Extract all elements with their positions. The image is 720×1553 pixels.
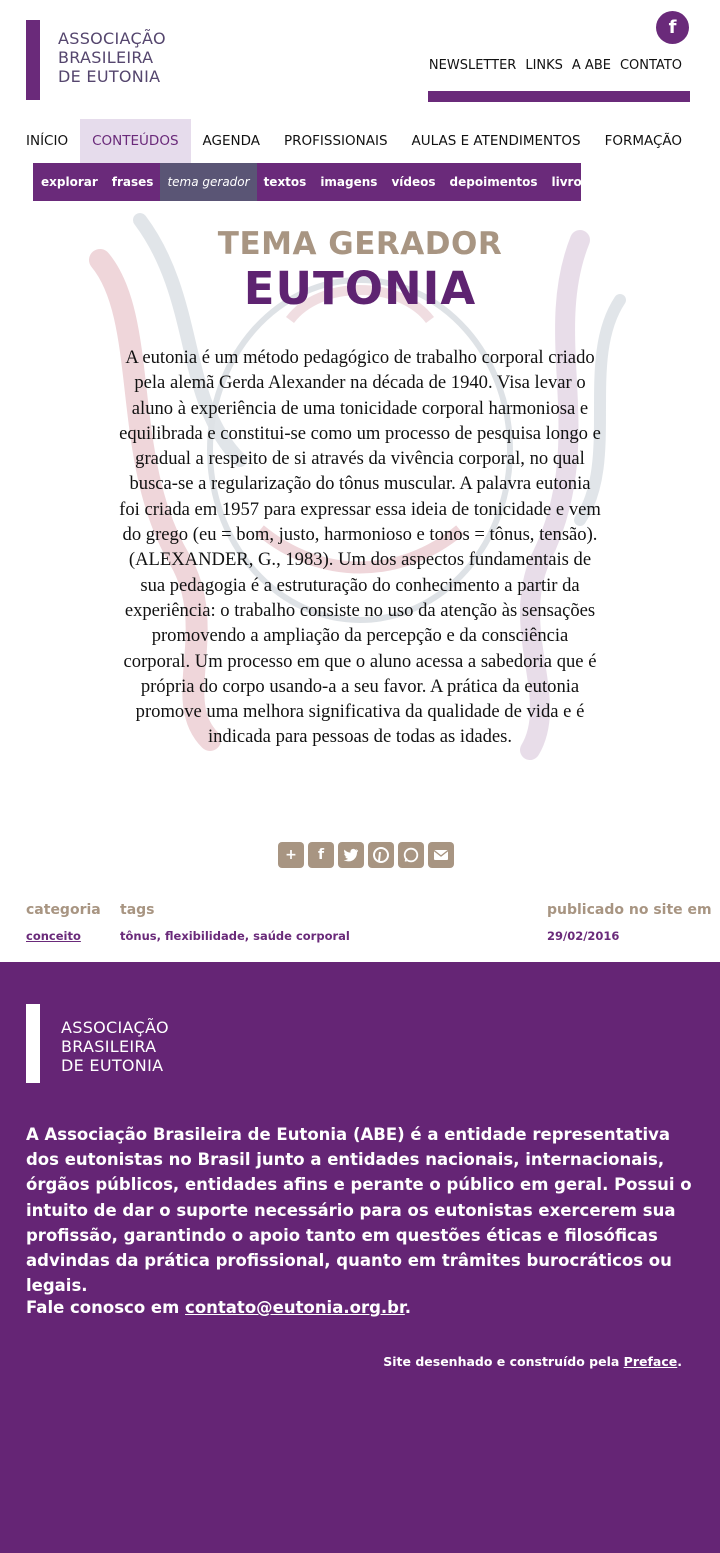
- subnav-item-textos[interactable]: textos: [263, 175, 307, 189]
- nav-item-agenda[interactable]: AGENDA: [202, 133, 260, 149]
- whatsapp-share-icon[interactable]: [398, 842, 424, 868]
- pinterest-share-icon[interactable]: [368, 842, 394, 868]
- published-label: publicado no site em: [547, 902, 712, 918]
- credit-prefix: Site desenhado e construído pela: [383, 1354, 624, 1369]
- article-title: EUTONIA: [243, 262, 477, 315]
- email-share-icon[interactable]: [428, 842, 454, 868]
- site-logo[interactable]: [26, 20, 196, 100]
- site-footer: [0, 962, 720, 1553]
- credit-suffix: .: [677, 1354, 682, 1369]
- subnav-item-depoimentos[interactable]: depoimentos: [449, 175, 538, 189]
- subnav-item-frases[interactable]: frases: [111, 175, 154, 189]
- header-accent-bar: [428, 91, 690, 102]
- category-link[interactable]: conceito: [26, 929, 81, 943]
- logo-bar: [26, 20, 40, 100]
- footer-logo[interactable]: [61, 1018, 169, 1075]
- footer-credit: [383, 1354, 682, 1369]
- nav-item-formacao[interactable]: FORMAÇÃO: [604, 133, 683, 149]
- tags-label: tags: [120, 902, 155, 918]
- logo-line: DE EUTONIA: [58, 67, 161, 86]
- footer-logo-line: DE EUTONIA: [61, 1056, 164, 1075]
- top-link-newsletter[interactable]: NEWSLETTER: [428, 58, 517, 73]
- tags-list[interactable]: tônus, flexibilidade, saúde corporal: [120, 929, 350, 943]
- facebook-share-icon[interactable]: f: [308, 842, 334, 868]
- footer-logo-bar: [26, 1004, 40, 1083]
- main-nav: [14, 119, 694, 163]
- subnav-item-colecao[interactable]: coleção: [602, 175, 654, 189]
- subnav-item-livros[interactable]: livros: [551, 175, 589, 189]
- nav-item-profissionais[interactable]: PROFISSIONAIS: [284, 133, 388, 149]
- published-date: 29/02/2016: [547, 929, 620, 943]
- subnav-item-tema-gerador[interactable]: tema gerador: [160, 163, 256, 201]
- top-link-abe[interactable]: A ABE: [571, 58, 611, 73]
- facebook-icon[interactable]: f: [656, 11, 689, 44]
- footer-logo-line: BRASILEIRA: [61, 1037, 157, 1056]
- top-links: [429, 58, 682, 73]
- logo-line: BRASILEIRA: [58, 48, 154, 67]
- contact-prefix: Fale conosco em: [26, 1298, 186, 1317]
- subnav-item-explorar[interactable]: explorar: [41, 175, 98, 189]
- sub-nav: [33, 163, 654, 201]
- nav-item-aulas[interactable]: AULAS E ATENDIMENTOS: [411, 133, 581, 149]
- subnav-item-imagens[interactable]: imagens: [320, 175, 378, 189]
- share-buttons: [278, 842, 454, 868]
- credit-link[interactable]: Preface: [623, 1354, 678, 1369]
- article-kicker: TEMA GERADOR: [217, 226, 503, 262]
- contact-email-link[interactable]: contato@eutonia.org.br: [185, 1298, 405, 1317]
- footer-about: A Associação Brasileira de Eutonia (ABE) é a entidade representativa dos eutonistas no Brasil junto a entidades nacionais, internacionais, órgãos públicos, entidades afins e perante o público em geral. Possui o intuito de dar o suporte necessário para os eutonistas exercerem sua profissão, garantindo o apoio tanto em questões éticas e filosóficas advindas da prática profissional, quanto em trâmites burocráticos ou legais.: [26, 1125, 692, 1296]
- top-link-contato[interactable]: CONTATO: [619, 58, 682, 73]
- logo-text: [58, 29, 166, 86]
- footer-contact: [26, 1298, 411, 1317]
- footer-logo-line: ASSOCIAÇÃO: [61, 1018, 169, 1037]
- top-link-links[interactable]: LINKS: [525, 58, 563, 73]
- contact-suffix: .: [404, 1298, 412, 1317]
- logo-line: ASSOCIAÇÃO: [58, 29, 166, 48]
- nav-item-conteudos[interactable]: CONTEÚDOS: [80, 119, 190, 163]
- add-share-icon[interactable]: +: [278, 842, 304, 868]
- category-label: categoria: [26, 902, 101, 918]
- subnav-item-videos[interactable]: vídeos: [391, 175, 436, 189]
- twitter-share-icon[interactable]: [338, 842, 364, 868]
- article-body: A eutonia é um método pedagógico de trabalho corporal criado pela alemã Gerda Alexander na década de 1940. Visa levar o aluno à experiência de uma tonicidade corporal harmoniosa e equilibrada e constitui-se como um processo de pesquisa longo e gradual a respeito de si através da vivência corporal, no qual busca-se a regularização do tônus muscular. A palavra eutonia foi criada em 1957 para expressar essa ideia de tonicidade e vem do grego (eu = bom, justo, harmonioso e tonos = tônus, tensão). (ALEXANDER, G., 1983). Um dos aspectos fundamentais de sua pedagogia é a estruturação do conhecimento a partir da experiência: o trabalho consiste no uso da atenção às sensações promovendo a ampliação da percepção e da consciência corporal. Um processo em que o aluno acessa a sabedoria que é própria do corpo usando-a a seu favor. A prática da eutonia promove uma melhora significativa da qualidade de vida e é indicada para pessoas de todas as idades.: [119, 347, 601, 748]
- nav-item-inicio[interactable]: INÍCIO: [26, 133, 69, 149]
